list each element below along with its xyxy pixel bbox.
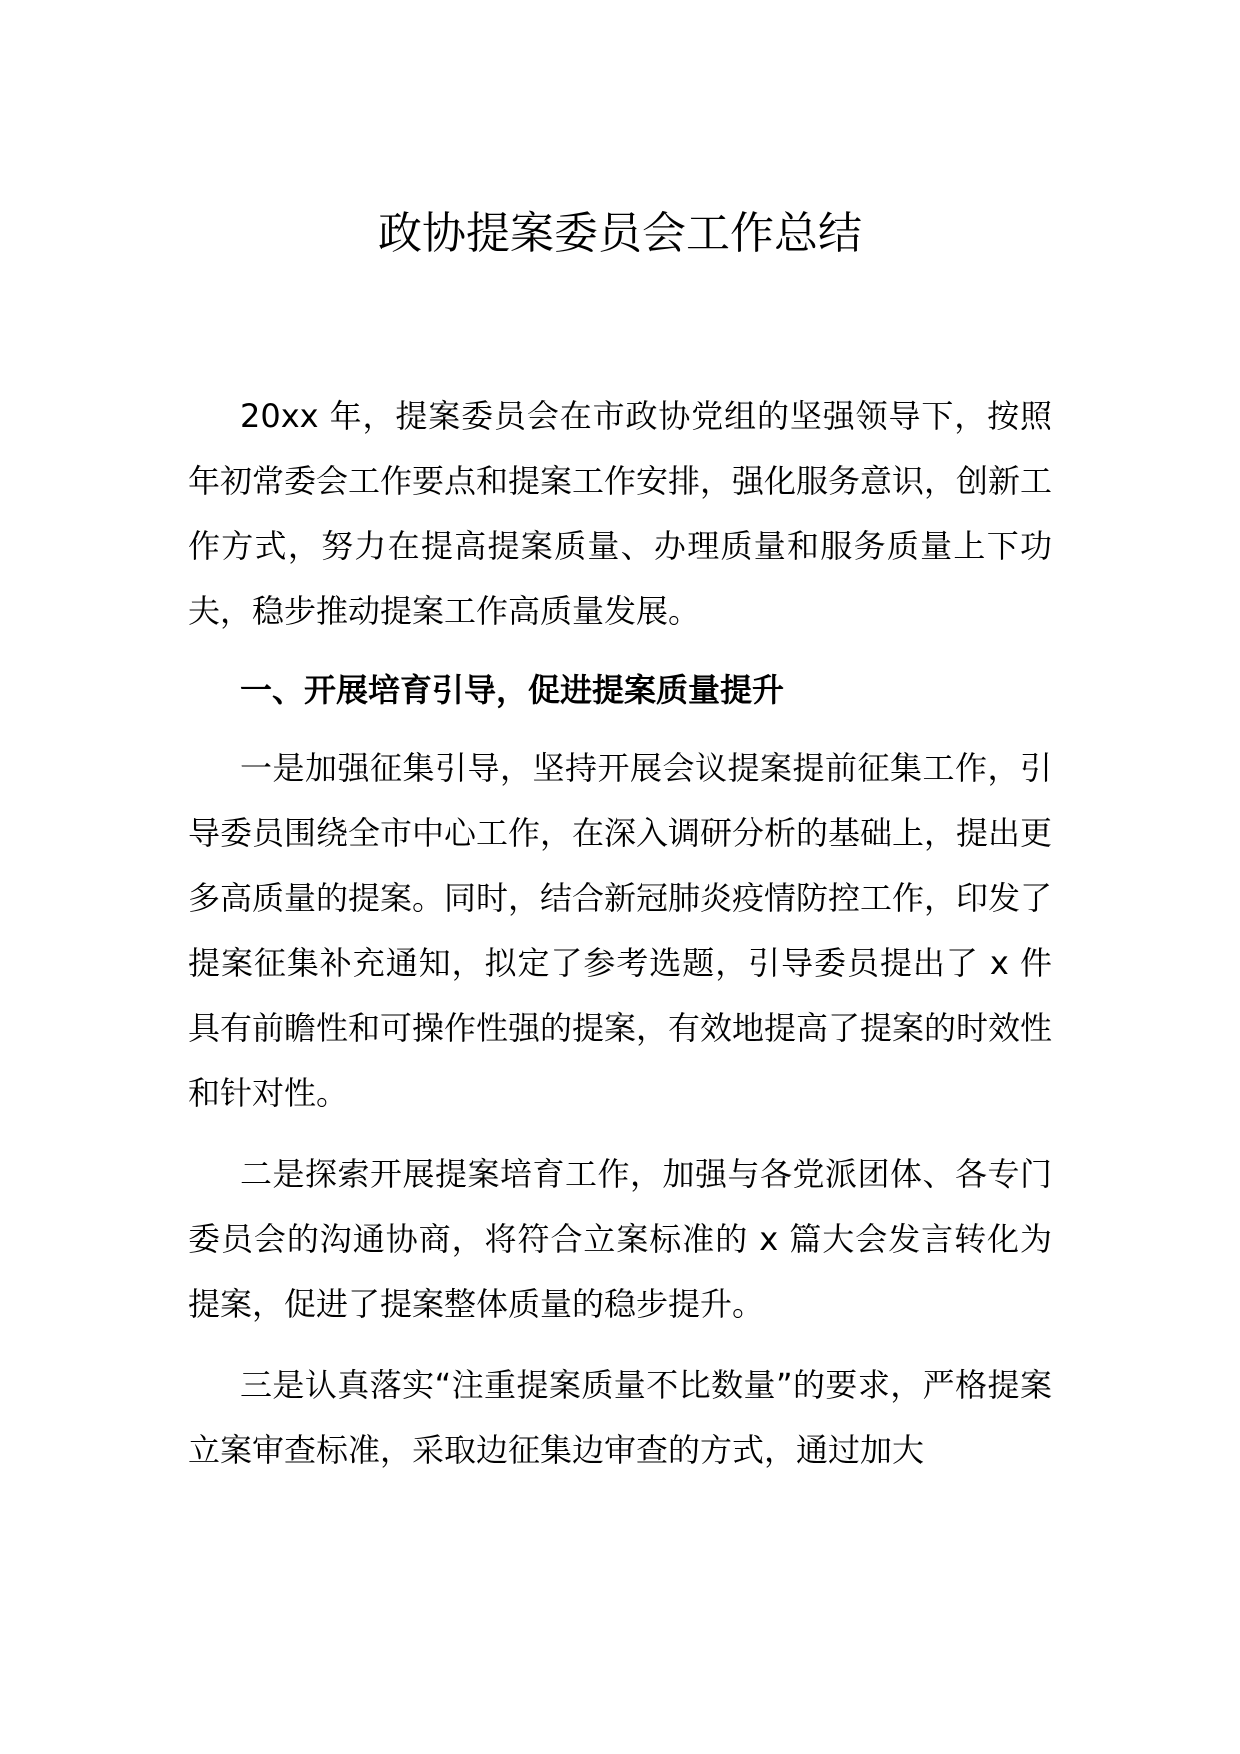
- intro-paragraph: 20xx 年，提案委员会在市政协党组的坚强领导下，按照年初常委会工作要点和提案工作安排，强化服务意识，创新工作方式，努力在提高提案质量、办理质量和服务质量上下功夫，稳步推动提案工作高质量发展。: [188, 397, 1053, 630]
- body-paragraph-2: 二是探索开展提案培育工作，加强与各党派团体、各专门委员会的沟通协商，将符合立案标准的 x 篇大会发言转化为提案，促进了提案整体质量的稳步提升。: [188, 1155, 1052, 1323]
- document-title: 政协提案委员会工作总结: [378, 208, 862, 259]
- body-paragraph-3: 三是认真落实“注重提案质量不比数量”的要求，严格提案立案审查标准，采取边征集边审查的方式，通过加大: [188, 1366, 1052, 1469]
- section-heading: 一、开展培育引导，促进提案质量提升: [240, 671, 785, 709]
- document-body: [188, 384, 1052, 1483]
- body-paragraph-1: 一是加强征集引导，坚持开展会议提案提前征集工作，引导委员围绕全市中心工作，在深入调研分析的基础上，提出更多高质量的提案。同时，结合新冠肺炎疫情防控工作，印发了提案征集补充通知，拟定了参考选题，引导委员提出了 x 件具有前瞻性和可操作性强的提案，有效地提高了提案的时效性和针对性。: [188, 749, 1053, 1112]
